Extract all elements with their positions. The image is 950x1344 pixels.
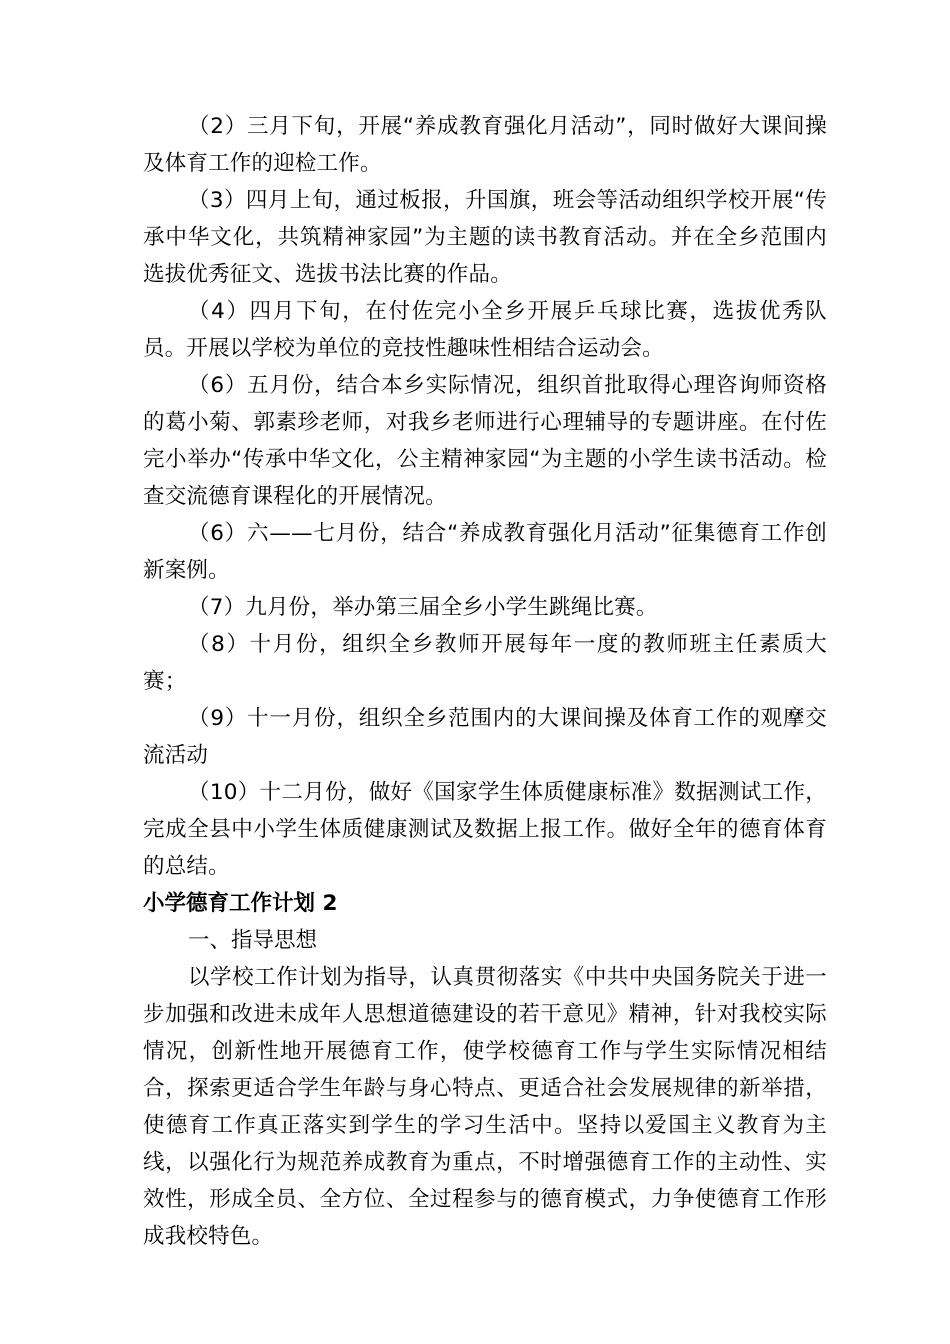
schedule-item-april-early: （3）四月上旬，通过板报，升国旗，班会等活动组织学校开展“传承中华文化，共筑精神家园”为主题的读书教育活动。并在全乡范围内选拔优秀征文、选拔书法比赛的作品。	[143, 188, 827, 287]
schedule-item-april-late: （4）四月下旬，在付佐完小全乡开展乒乓球比赛，选拔优秀队员。开展以学校为单位的竞技性趣味性相结合运动会。	[143, 299, 827, 361]
subsection-title: 一、指导思想	[188, 928, 318, 953]
schedule-item-may: （6）五月份，结合本乡实际情况，组织首批取得心理咨询师资格的葛小菊、郭素珍老师，对我乡老师进行心理辅导的专题讲座。在付佐完小举办“传承中华文化，公主精神家园“为主题的小学生读书活动。检查交流德育课程化的开展情况。	[143, 373, 827, 509]
document-body	[143, 108, 827, 1255]
section-title: 小学德育工作计划 2	[143, 891, 338, 916]
schedule-item-june-july: （6）六——七月份，结合“养成教育强化月活动”征集德育工作创新案例。	[143, 521, 827, 583]
schedule-item-september: （7）九月份，举办第三届全乡小学生跳绳比赛。	[188, 595, 658, 620]
schedule-item-december: （10）十二月份，做好《国家学生体质健康标准》数据测试工作，完成全县中小学生体质健康测试及数据上报工作。做好全年的德育体育的总结。	[143, 780, 827, 879]
schedule-item-november: （9）十一月份，组织全乡范围内的大课间操及体育工作的观摩交流活动	[143, 706, 827, 768]
schedule-item-march: （2）三月下旬，开展“养成教育强化月活动”，同时做好大课间操及体育工作的迎检工作。	[143, 114, 827, 176]
schedule-item-october: （8）十月份，组织全乡教师开展每年一度的教师班主任素质大赛；	[143, 632, 827, 694]
body-paragraph: 以学校工作计划为指导，认真贯彻落实《中共中央国务院关于进一步加强和改进未成年人思想道德建设的若干意见》精神，针对我校实际情况，创新性地开展德育工作，使学校德育工作与学生实际情况相结合，探索更适合学生年龄与身心特点、更适合社会发展规律的新举措，使德育工作真正落实到学生的学习生活中。坚持以爱国主义教育为主线，以强化行为规范养成教育为重点，不时增强德育工作的主动性、实效性，形成全员、全方位、全过程参与的德育模式，力争使德育工作形成我校特色。	[143, 965, 827, 1249]
